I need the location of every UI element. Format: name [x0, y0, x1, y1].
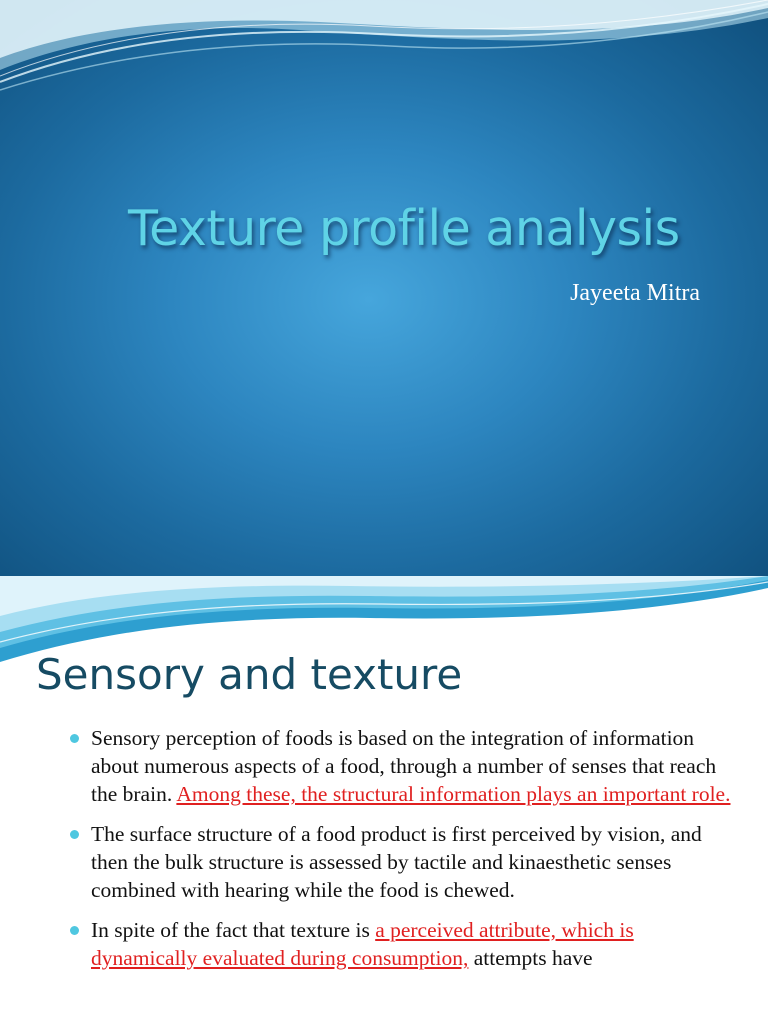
bullet-text: The surface structure of a food product is first perceived by vision, and then the bulk structure is assessed by tactile and kinaesthetic senses combined with hearing while the food is chewed. — [91, 822, 702, 902]
list-item — [68, 820, 738, 904]
bullet-text: Sensory perception of foods is based on the integration of information about numerous aspects of a food, through a number of senses that reach the brain. — [91, 726, 717, 806]
bullet-icon — [70, 734, 79, 743]
slide-title: Sensory and texture — [36, 650, 463, 699]
author-name: Jayeeta Mitra — [570, 280, 700, 306]
presentation-title: Texture profile analysis — [128, 200, 680, 257]
list-item — [68, 724, 738, 808]
highlighted-text: Among these, the structural information plays an important role. — [176, 782, 731, 806]
bullet-list — [68, 724, 738, 984]
highlighted-text: a perceived attribute, which is dynamically evaluated during consumption, — [91, 918, 634, 970]
bullet-icon — [70, 830, 79, 839]
bullet-icon — [70, 926, 79, 935]
content-slide — [0, 576, 768, 1024]
list-item — [68, 916, 738, 972]
wave-decoration — [0, 0, 768, 120]
bullet-text-tail: attempts have — [468, 946, 593, 970]
bullet-text: In spite of the fact that texture is — [91, 918, 376, 942]
